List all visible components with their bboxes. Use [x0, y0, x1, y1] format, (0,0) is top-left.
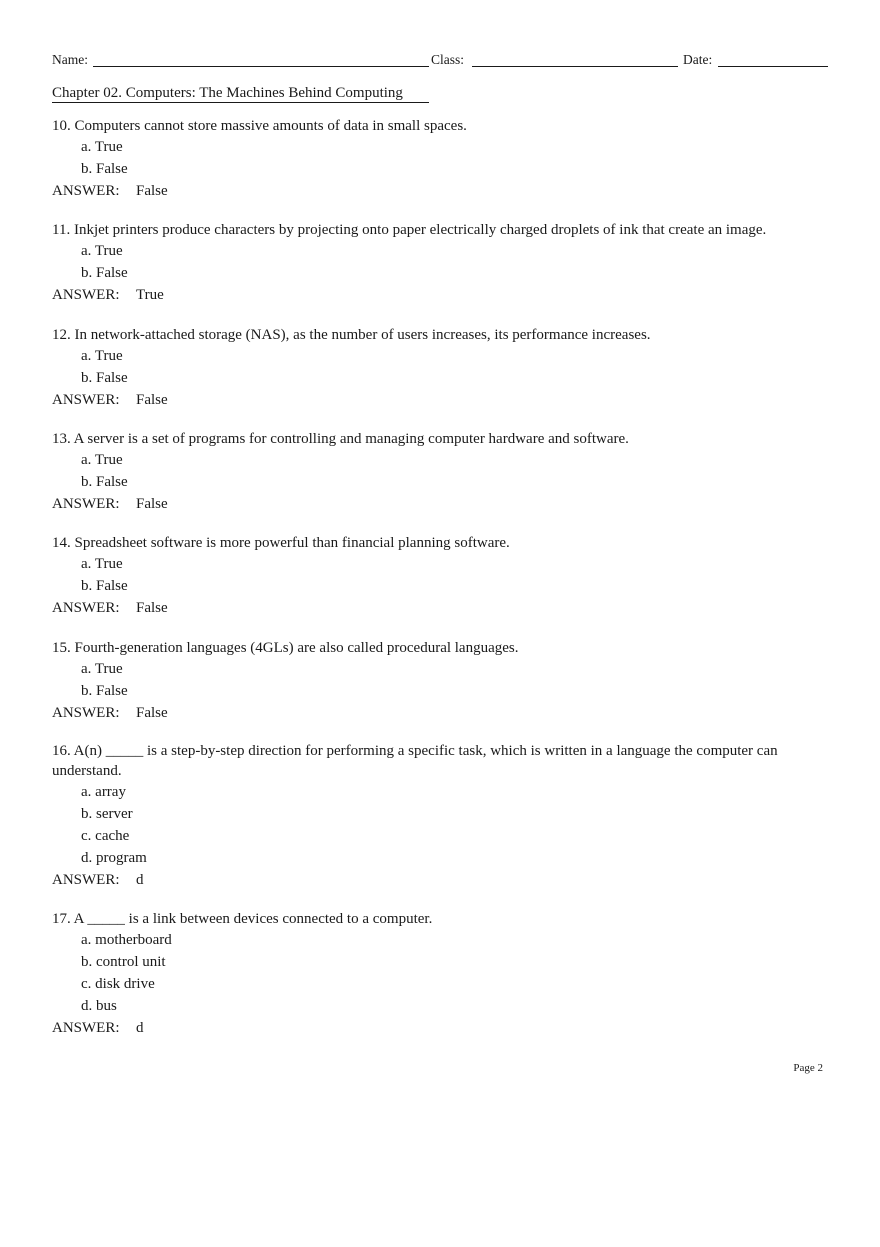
question-15 [52, 638, 832, 724]
answer-option: b. server [81, 806, 133, 822]
answer-option: b. False [81, 161, 128, 177]
answer-line [52, 180, 832, 202]
date-label: Date: [683, 52, 713, 67]
answer-value: False [136, 600, 168, 616]
answer-option: b. False [81, 578, 128, 594]
answer-option: a. True [81, 452, 123, 468]
answer-value: False [136, 496, 168, 512]
question-stem: 11. Inkjet printers produce characters by projecting onto paper electrically charged droplets of ink that create an image. [52, 222, 767, 238]
answer-label: ANSWER: [52, 600, 120, 616]
question-stem: 13. A server is a set of programs for controlling and managing computer hardware and software. [52, 431, 629, 447]
answer-value: False [136, 705, 168, 721]
question-stem: 17. A _____ is a link between devices connected to a computer. [52, 911, 433, 927]
answer-option: c. cache [81, 828, 130, 844]
answer-option: a. True [81, 661, 123, 677]
answer-option: d. program [81, 850, 147, 866]
answer-label: ANSWER: [52, 705, 120, 721]
name-blank-line [93, 66, 429, 67]
student-info-header [52, 52, 828, 72]
answer-value: True [136, 287, 164, 303]
page-number: Page 2 [793, 1062, 823, 1074]
class-blank-line [472, 66, 678, 67]
chapter-title: Chapter 02. Computers: The Machines Behind Computing [52, 84, 429, 103]
answer-option: c. disk drive [81, 976, 155, 992]
question-14 [52, 533, 832, 619]
answer-option: a. array [81, 784, 126, 800]
question-stem: 16. A(n) _____ is a step-by-step direction for performing a specific task, which is written in a language the computer can understand. [52, 743, 778, 779]
answer-label: ANSWER: [52, 392, 120, 408]
answer-value: d [136, 872, 144, 888]
answer-option: a. True [81, 348, 123, 364]
answer-option: b. control unit [81, 954, 166, 970]
answer-option: a. True [81, 556, 123, 572]
question-stem: 10. Computers cannot store massive amounts of data in small spaces. [52, 118, 467, 134]
answer-option: b. False [81, 474, 128, 490]
answer-line [52, 1017, 832, 1039]
answer-option: a. True [81, 243, 123, 259]
question-12 [52, 325, 832, 411]
answer-label: ANSWER: [52, 183, 120, 199]
question-16 [52, 741, 832, 891]
answer-label: ANSWER: [52, 872, 120, 888]
answer-option: a. motherboard [81, 932, 172, 948]
name-label: Name: [52, 52, 88, 67]
answer-line [52, 702, 832, 724]
answer-line [52, 597, 832, 619]
answer-line [52, 284, 832, 306]
question-11 [52, 220, 832, 306]
answer-option: b. False [81, 683, 128, 699]
answer-line [52, 493, 832, 515]
answer-option: a. True [81, 139, 123, 155]
date-blank-line [718, 66, 828, 67]
answer-option: b. False [81, 265, 128, 281]
question-10 [52, 116, 832, 202]
answer-label: ANSWER: [52, 496, 120, 512]
answer-label: ANSWER: [52, 1020, 120, 1036]
question-stem: 15. Fourth-generation languages (4GLs) are also called procedural languages. [52, 640, 519, 656]
answer-value: d [136, 1020, 144, 1036]
answer-line [52, 389, 832, 411]
question-13 [52, 429, 832, 515]
question-17 [52, 909, 832, 1039]
answer-option: d. bus [81, 998, 117, 1014]
answer-value: False [136, 183, 168, 199]
answer-option: b. False [81, 370, 128, 386]
question-stem: 14. Spreadsheet software is more powerful than financial planning software. [52, 535, 510, 551]
answer-value: False [136, 392, 168, 408]
answer-line [52, 869, 832, 891]
question-stem: 12. In network-attached storage (NAS), as the number of users increases, its performance increases. [52, 327, 651, 343]
answer-label: ANSWER: [52, 287, 120, 303]
class-label: Class: [431, 52, 465, 67]
